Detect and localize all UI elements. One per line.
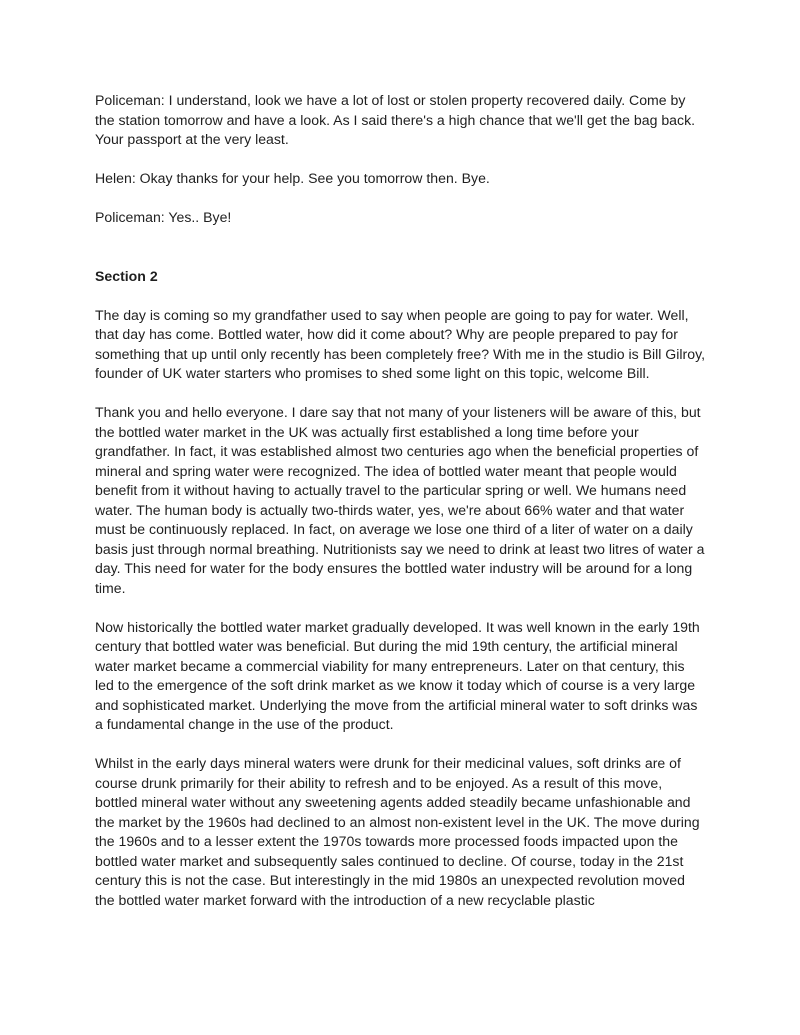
section-paragraph-decline-revival: Whilst in the early days mineral waters were drunk for their medicinal values, soft drinks are of course drunk primarily for their ability to refresh and to be enjoyed. As a result of this move, bottled mineral water without any sweetening agents added steadily became unfashionable and the market by the 1960s had declined to an almost non-existent level in the UK. The move during the 1960s and to a lesser extent the 1970s towards more processed foods impacted upon the bottled water market and subsequently sales continued to decline. Of course, today in the 21st century this is not the case. But interestingly in the mid 1980s an unexpected revolution moved the bottled water market forward with the introduction of a new recyclable plastic: [95, 755, 700, 908]
dialogue-line-policeman-1: Policeman: I understand, look we have a lot of lost or stolen property recovered daily. Come by the station tomorrow and have a look. As I said there's a high chance that we'll get the bag back. Your passport at the very least.: [95, 92, 696, 147]
spacer: [95, 247, 707, 267]
section-paragraph-history-origin: Thank you and hello everyone. I dare say that not many of your listeners will be aware of this, but the bottled water market in the UK was actually first established a long time before your grandfather. In fact, it was established almost two centuries ago when the beneficial properties of mineral and spring water were recognized. The idea of bottled water meant that people would benefit from it without having to actually travel to the particular spring or well. We humans need water. The human body is actually two-thirds water, yes, we're about 66% water and that water must be continuously replaced. In fact, on average we lose one third of a liter of water on a daily basis just through normal breathing. Nutritionists say we need to drink at least two litres of water a day. This need for water for the body ensures the bottled water industry will be around for a long time.: [95, 404, 705, 596]
dialogue-line-helen: Helen: Okay thanks for your help. See you tomorrow then. Bye.: [95, 170, 490, 186]
section-paragraph-intro: The day is coming so my grandfather used to say when people are going to pay for water. Well, that day has come. Bottled water, how did it come about? Why are people prepared to pay for something that up until only recently has been completely free? With me in the studio is Bill Gilroy, founder of UK water starters who promises to shed some light on this topic, welcome Bill.: [95, 306, 705, 381]
section-heading: Section 2: [95, 267, 158, 284]
dialogue-line-policeman-2: Policeman: Yes.. Bye!: [95, 209, 232, 225]
section-paragraph-market-development: Now historically the bottled water market gradually developed. It was well known in the early 19th century that bottled water was beneficial. But during the mid 19th century, the artificial mineral water market became a commercial viability for many entrepreneurs. Later on that century, this led to the emergence of the soft drink market as we know it today which of course is a very large and sophisticated market. Underlying the move from the artificial mineral water to soft drinks was a fundamental change in the use of the product.: [95, 618, 700, 732]
transcript-body: [95, 91, 707, 930]
